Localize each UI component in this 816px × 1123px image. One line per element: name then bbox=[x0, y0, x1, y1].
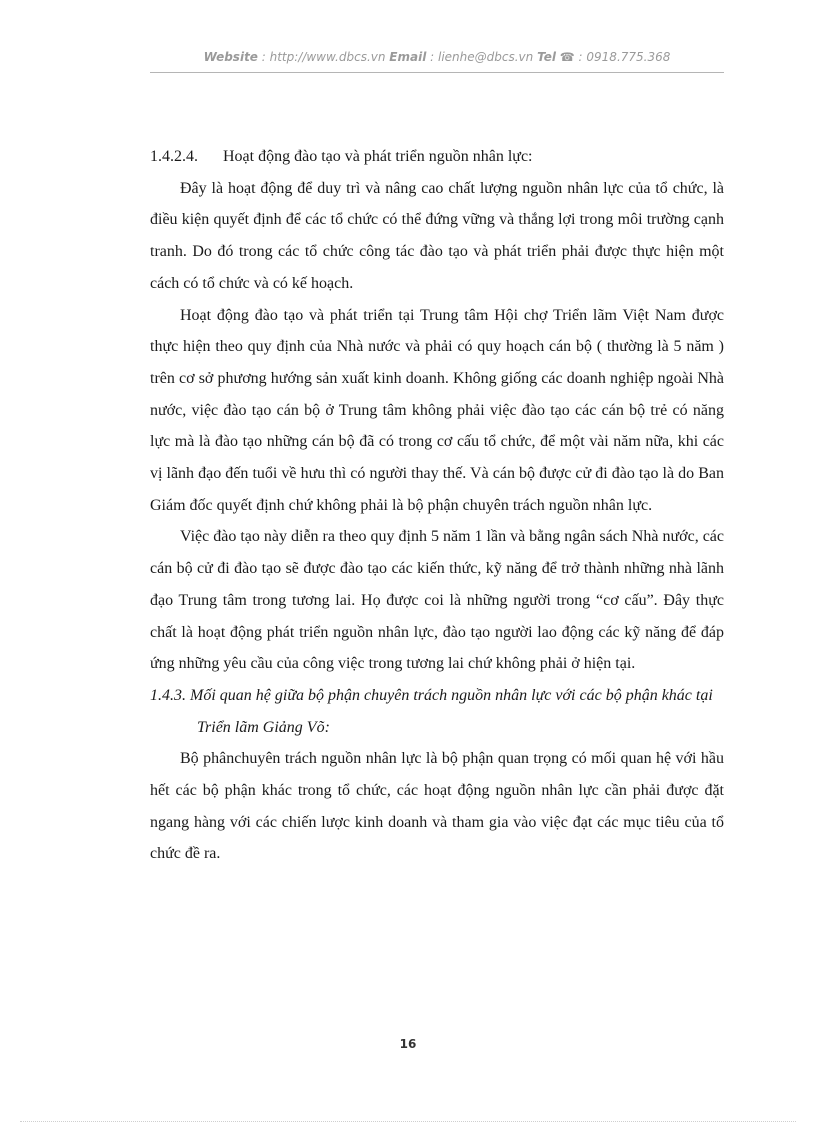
section-number: 1.4.2.4. bbox=[150, 148, 198, 165]
website-sep: : bbox=[257, 50, 270, 64]
paragraph: Bộ phânchuyên trách nguồn nhân lực là bộ phận quan trọng có mối quan hệ với hầu hết các bộ phận khác trong tổ chức, các hoạt động nguồn nhân lực cần phải được đặt ngang hàng với các chiến lược kinh doanh và tham gia vào việc đạt các mục tiêu của tổ chức đề ra. bbox=[150, 750, 724, 863]
website-url[interactable]: http://www.dbcs.vn bbox=[269, 50, 386, 64]
header-divider bbox=[150, 72, 724, 73]
paragraph: Đây là hoạt động để duy trì và nâng cao chất lượng nguồn nhân lực của tổ chức, là điều kiện quyết định để các tổ chức có thể đứng vững và thắng lợi trong môi trường cạnh tranh. Do đó trong các tổ chức công tác đào tạo và phát triển phải được thực hiện một cách có tổ chức và có kế hoạch. bbox=[150, 179, 724, 292]
page-bottom-border bbox=[20, 1121, 796, 1122]
section-heading-143 bbox=[150, 680, 724, 743]
section-heading-1424 bbox=[150, 141, 724, 173]
paragraph: Hoạt động đào tạo và phát triển tại Trung tâm Hội chợ Triển lãm Việt Nam được thực hiện theo quy định của Nhà nước và phải có quy hoạch cán bộ ( thường là 5 năm ) trên cơ sở phương hướng sản xuất kinh doanh. Không giống các doanh nghiệp ngoài Nhà nước, việc đào tạo cán bộ ở Trung tâm không phải việc đào tạo các cán bộ trẻ có năng lực mà là đào tạo những cán bộ đã có trong cơ cấu tổ chức, để một vài năm nữa, khi các vị lãnh đạo đến tuổi về hưu thì có người thay thế. Và cán bộ được cử đi đào tạo là do Ban Giám đốc quyết định chứ không phải là bộ phận chuyên trách nguồn nhân lực. bbox=[150, 306, 724, 514]
website-label: Website bbox=[203, 50, 258, 64]
email-address[interactable]: lienhe@dbcs.vn bbox=[438, 50, 534, 64]
email-sep: : bbox=[426, 50, 438, 64]
paragraph: Việc đào tạo này diễn ra theo quy định 5 năm 1 lần và bằng ngân sách Nhà nước, các cán bộ cử đi đào tạo sẽ được đào tạo các kiến thức, kỹ năng để trở thành những nhà lãnh đạo Trung tâm trong tương lai. Họ được coi là những người trong “cơ cấu”. Đây thực chất là hoạt động phát triển nguồn nhân lực, đào tạo người lao động các kỹ năng để đáp ứng những yêu cầu của công việc trong tương lai chứ không phải ở hiện tại. bbox=[150, 528, 724, 673]
tel-label: Tel bbox=[537, 50, 556, 64]
section-title: Mối quan hệ giữa bộ phận chuyên trách nguồn nhân lực với các bộ phận khác tại Triển lãm Giảng Võ: bbox=[190, 686, 713, 736]
page-header bbox=[150, 50, 724, 64]
email-label: Email bbox=[389, 50, 427, 64]
page-number: 16 bbox=[399, 1037, 417, 1051]
section-title: Hoạt động đào tạo và phát triển nguồn nhân lực: bbox=[223, 148, 533, 165]
section-number: 1.4.3. bbox=[150, 686, 186, 704]
phone-icon-sep: ☎ : bbox=[555, 50, 587, 64]
document-body bbox=[150, 141, 724, 870]
tel-number: 0918.775.368 bbox=[586, 50, 671, 64]
